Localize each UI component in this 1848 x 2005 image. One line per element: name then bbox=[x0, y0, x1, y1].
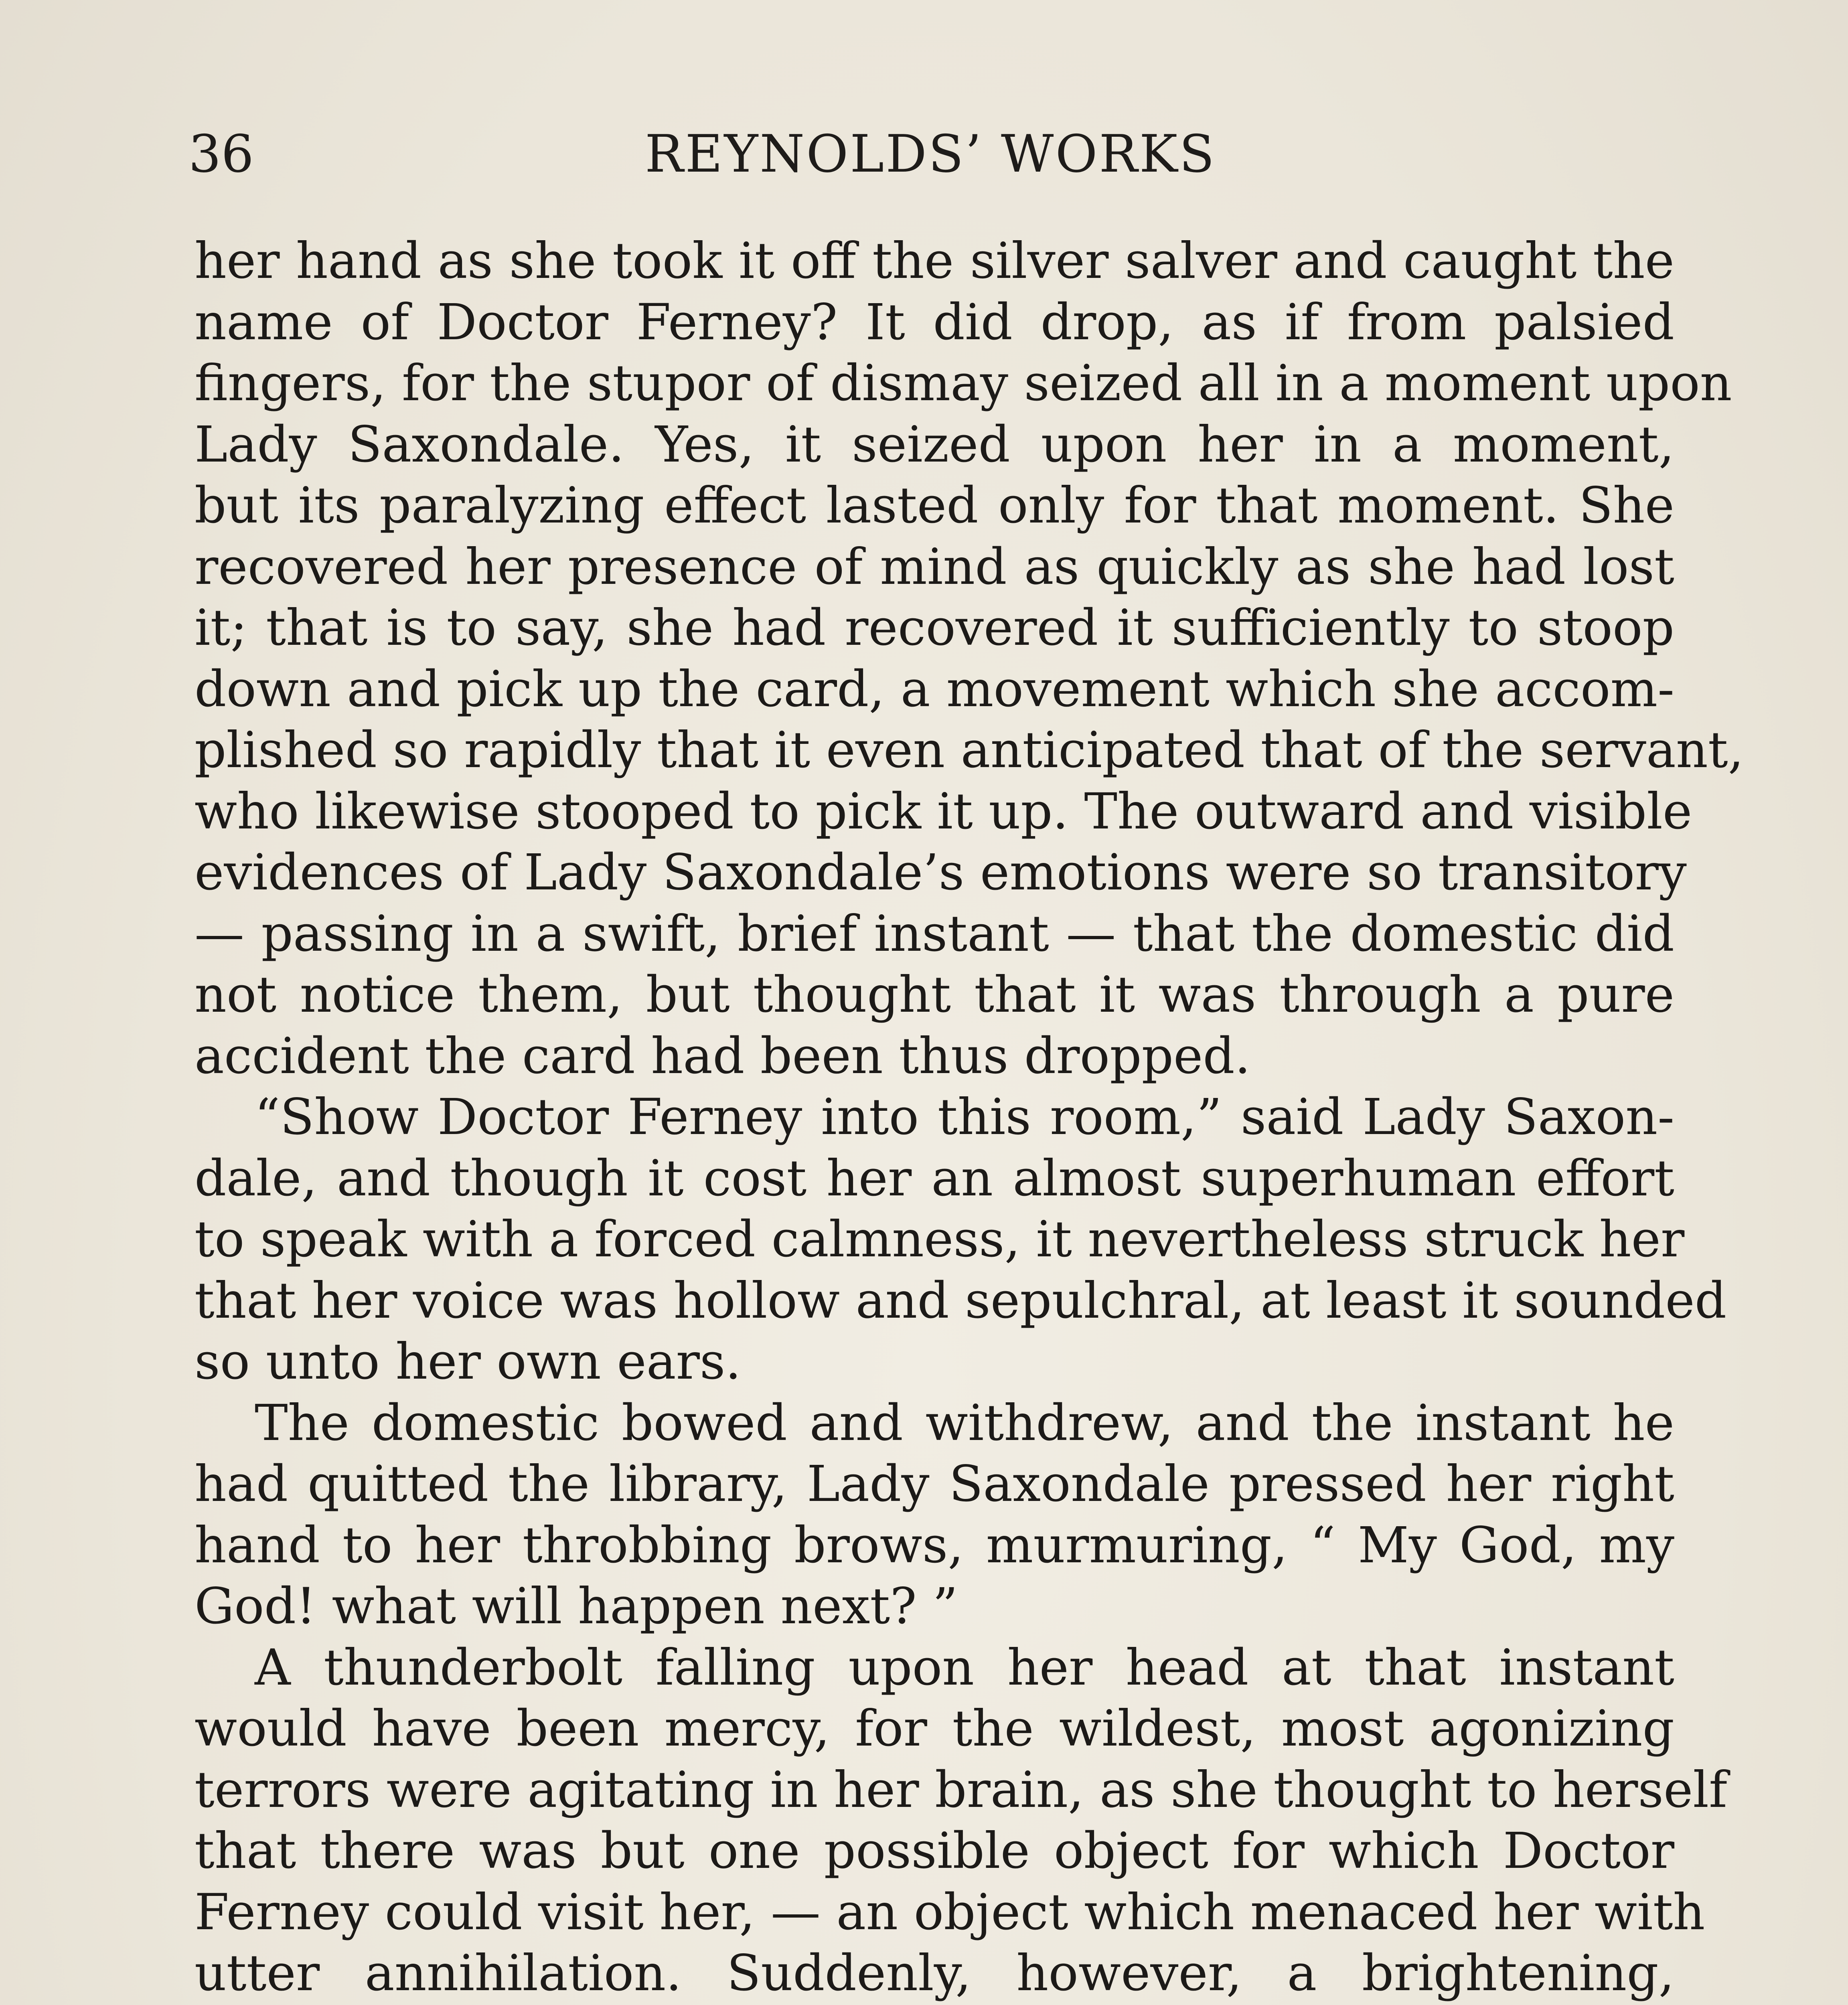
text-line: terrors were agitating in her brain, as she thought to herself bbox=[195, 1761, 1727, 1819]
text-line: not notice them, but thought that it was through a pure bbox=[195, 966, 1674, 1024]
body-text bbox=[195, 231, 1744, 2005]
text-line: utter annihilation. Suddenly, however, a brightening, bbox=[195, 1944, 1674, 2002]
text-line: name of Doctor Ferney? It did drop, as if from palsied bbox=[195, 293, 1674, 351]
text-line: down and pick up the card, a movement which she accom- bbox=[195, 660, 1674, 718]
text-line: that her voice was hollow and sepulchral, at least it sounded bbox=[195, 1272, 1727, 1330]
text-line: but its paralyzing effect lasted only for that moment. She bbox=[195, 477, 1674, 535]
text-line: to speak with a forced calmness, it nevertheless struck her bbox=[195, 1211, 1685, 1268]
text-line: would have been mercy, for the wildest, most agonizing bbox=[195, 1700, 1674, 1758]
text-line: accident the card had been thus dropped. bbox=[195, 1027, 1251, 1085]
text-line: — passing in a swift, brief instant — that the domestic did bbox=[195, 905, 1674, 963]
page-number: 36 bbox=[188, 124, 254, 184]
text-line: evidences of Lady Saxondale’s emotions were so transitory bbox=[195, 844, 1687, 901]
text-line: had quitted the library, Lady Saxondale pressed her right bbox=[195, 1455, 1674, 1513]
text-line: A thunderbolt falling upon her head at that instant bbox=[255, 1638, 1674, 1697]
text-line: The domestic bowed and withdrew, and the instant he bbox=[255, 1394, 1674, 1452]
text-line: “Show Doctor Ferney into this room,” said Lady Saxon- bbox=[255, 1088, 1674, 1146]
text-line: hand to her throbbing brows, murmuring, “ My God, my bbox=[195, 1516, 1674, 1574]
text-line: Lady Saxondale. Yes, it seized upon her in a moment, bbox=[195, 415, 1674, 474]
text-line: who likewise stooped to pick it up. The outward and visible bbox=[195, 782, 1692, 840]
text-line: fingers, for the stupor of dismay seized all in a moment upon bbox=[195, 354, 1732, 412]
text-line: that there was but one possible object for which Doctor bbox=[195, 1822, 1674, 1880]
text-line: God! what will happen next? ” bbox=[195, 1578, 958, 1635]
text-line: it; that is to say, she had recovered it sufficiently to stoop bbox=[195, 599, 1674, 657]
text-line: recovered her presence of mind as quickly as she had lost bbox=[195, 538, 1674, 596]
text-line: her hand as she took it off the silver salver and caught the bbox=[195, 232, 1674, 290]
page-header bbox=[188, 120, 1672, 192]
running-head: REYNOLDS’ WORKS bbox=[644, 124, 1216, 184]
text-line: dale, and though it cost her an almost superhuman effort bbox=[195, 1149, 1674, 1207]
text-line: so unto her own ears. bbox=[195, 1333, 741, 1391]
text-line: plished so rapidly that it even anticipated that of the servant, bbox=[195, 721, 1744, 779]
text-line: Ferney could visit her, — an object which menaced her with bbox=[195, 1883, 1705, 1941]
